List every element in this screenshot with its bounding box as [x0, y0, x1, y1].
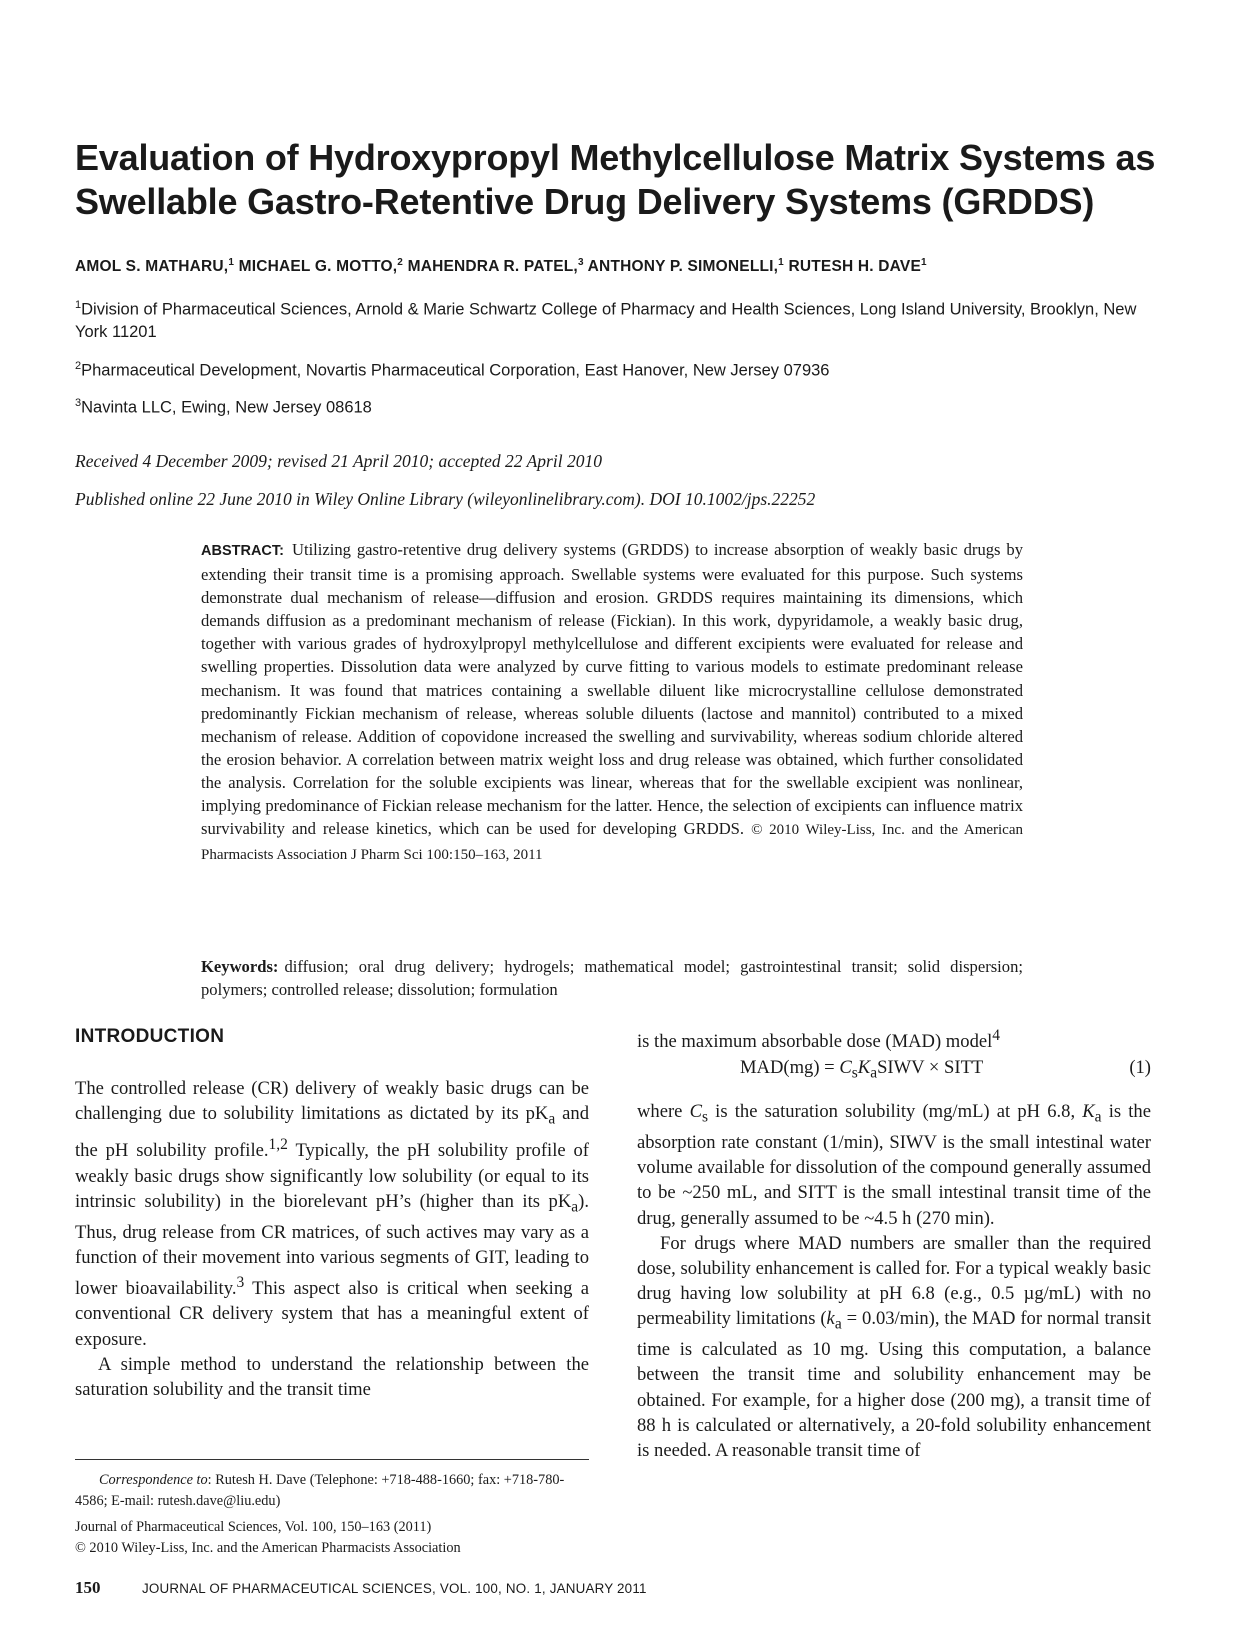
left-column: [75, 1076, 589, 1402]
correspondence-text: : Rutesh H. Dave (Telephone: +718-488-1660; fax: +718-780-4586; E-mail: rutesh.dave@liu.edu): [75, 1472, 565, 1509]
paragraph-text: The controlled release (CR) delivery of weakly basic drugs can be challenging due to solubility limitations as dictated by its pK: [75, 1078, 589, 1125]
author-affiliation-marker: 1: [921, 257, 927, 268]
equation-rhs: SIWV × SITT: [877, 1057, 984, 1078]
abstract: [201, 538, 1023, 867]
affiliation-marker: 2: [75, 360, 82, 372]
article-title-line-1: Evaluation of Hydroxypropyl Methylcellulose Matrix Systems as: [75, 137, 1156, 178]
affiliation-marker: 3: [75, 397, 82, 409]
equation-number: (1): [1129, 1057, 1151, 1078]
journal-citation: Journal of Pharmaceutical Sciences, Vol. 100, 150–163 (2011): [75, 1519, 432, 1535]
correspondence-label: Correspondence to: [99, 1472, 208, 1488]
paragraph-text: For drugs where MAD numbers are smaller than the required dose, solubility enhancement is called for. For a typical weakly basic drug having low solubility at pH 6.8 (e.g., 0.5 µg/mL) with no permeability limitations (: [637, 1232, 1151, 1330]
paragraph-text: Typically, the pH solubility profile of weakly basic drugs show significantly low solubility (or equal to its intrinsic solubility) in the biorelevant pH’s (higher than its pK: [75, 1140, 589, 1212]
footnote: [75, 1470, 589, 1559]
publication-info: Published online 22 June 2010 in Wiley Online Library (wileyonlinelibrary.com). DOI 10.1002/jps.22252: [75, 489, 816, 509]
subscript: s: [701, 1108, 709, 1126]
author-name: RUTESH H. DAVE: [788, 258, 922, 276]
author-name: MAHENDRA R. PATEL,: [407, 258, 578, 276]
received-dates: Received 4 December 2009; revised 21 April 2010; accepted 22 April 2010: [75, 451, 602, 471]
paragraph-text: ). Thus, drug release from CR matrices, of such actives may vary as a function of their movement into various segments of GIT, leading to lower bioavailability.: [75, 1190, 589, 1300]
equation-variable: C: [689, 1101, 702, 1122]
reference-marker: 1,2: [268, 1136, 288, 1154]
intro-paragraph-3: [637, 1099, 1151, 1231]
affiliation-text: Pharmaceutical Development, Novartis Pharmaceutical Corporation, East Hanover, New Jersey 07936: [81, 361, 830, 380]
paragraph-text: where: [637, 1101, 690, 1122]
subscript: a: [571, 1198, 579, 1216]
paragraph-text: is the maximum absorbable dose (MAD) model: [637, 1031, 993, 1053]
keywords-text: diffusion; oral drug delivery; hydrogels; mathematical model; gastrointestinal transit; solid dispersion; polymers; controlled release; dissolution; formulation: [201, 957, 1023, 1000]
equation-expression: [740, 1057, 983, 1083]
subscript: s: [851, 1064, 858, 1082]
abstract-label: ABSTRACT:: [201, 543, 284, 559]
affiliation-2: [75, 355, 1165, 382]
subscript: a: [548, 1110, 556, 1128]
affiliation-marker: 1: [75, 299, 82, 311]
author-name: AMOL S. MATHARU,: [75, 258, 229, 276]
footnote-divider: [75, 1459, 589, 1460]
equation-variable: K: [1082, 1101, 1095, 1122]
abstract-text: Utilizing gastro-retentive drug delivery systems (GRDDS) to increase absorption of weakly basic drugs by extending their transit time is a promising approach. Swellable systems were evaluated for this purpose. Such systems demonstrate dual mechanism of release—diffusion and erosion. GRDDS requires maintaining its dimensions, which demands diffusion as a predominant mechanism of release (Fickian). In this work, dypyridamole, a weakly basic drug, together with various grades of hydroxylpropyl methylcellulose and different excipients were evaluated for release and swelling properties. Dissolution data were analyzed by curve fitting to various models to estimate predominant release mechanism. It was found that matrices containing a swellable diluent like microcrystalline cellulose demonstrated predominantly Fickian mechanism of release, whereas soluble diluents (lactose and mannitol) contributed to a mixed mechanism of release. Addition of copovidone increased the swelling and survivability, whereas sodium chloride altered the erosion behavior. A correlation between matrix weight loss and drug release was obtained, which further consolidated the analysis. Correlation for the soluble excipients was linear, whereas that for the swellable excipient was nonlinear, implying predominance of Fickian release mechanism for the latter. Hence, the selection of excipients can influence matrix survivability and release kinetics, which can be used for developing GRDDS.: [201, 540, 1023, 839]
author-list: [75, 257, 1175, 276]
author-affiliation-marker: 1: [228, 257, 235, 268]
author-affiliation-marker: 2: [397, 257, 404, 268]
correspondence-note: [75, 1470, 589, 1512]
paragraph-text: This aspect also is critical when seeking a conventional CR delivery system that has a meaningful extent of exposure.: [75, 1278, 589, 1350]
keywords: [201, 955, 1023, 1001]
copyright-notice: © 2010 Wiley-Liss, Inc. and the American Pharmacists Association: [75, 1540, 461, 1556]
paragraph-text: is the saturation solubility (mg/mL) at pH 6.8,: [708, 1101, 1083, 1122]
intro-paragraph-1: [75, 1076, 589, 1352]
article-title-line-2: Swellable Gastro-Retentive Drug Delivery Systems (GRDDS): [75, 181, 1095, 222]
intro-paragraph-2: A simple method to understand the relationship between the saturation solubility and the transit time: [75, 1353, 589, 1401]
author-name: ANTHONY P. SIMONELLI,: [587, 258, 779, 276]
paragraph-text: is the absorption rate constant (1/min), SIWV is the small intestinal water volume available for dissolution of the compound generally assumed to be ~250 mL, and SITT is the small intestinal transit time of the drug, generally assumed to be ~4.5 h (270 min).: [637, 1101, 1151, 1229]
section-heading-introduction: INTRODUCTION: [75, 1026, 225, 1047]
right-column: [637, 1099, 1151, 1463]
equation-1: [637, 1057, 1151, 1083]
reference-marker: 4: [992, 1027, 1001, 1044]
equation-lhs: MAD(mg) =: [740, 1057, 840, 1078]
right-column-continuation: [637, 1023, 1151, 1054]
paragraph-text: = 0.03/min), the MAD for normal transit time is calculated as 10 mg. Using this computation, a balance between the transit time and solubility enhancement may be obtained. For example, for a higher dose (200 mg), a transit time of 88 h is calculated or alternatively, a 20-fold solubility enhancement is needed. A reasonable transit time of: [637, 1308, 1151, 1462]
equation-variable: K: [857, 1057, 871, 1078]
equation-variable: k: [826, 1308, 835, 1330]
page-number: 150: [75, 1578, 101, 1597]
affiliation-text: Division of Pharmaceutical Sciences, Arnold & Marie Schwartz College of Pharmacy and Health Sciences, Long Island University, Brooklyn, New York 11201: [75, 300, 1137, 341]
equation-variable: C: [839, 1057, 852, 1078]
paragraph-text: and the pH solubility profile.: [75, 1103, 589, 1162]
affiliation-1: [75, 294, 1165, 343]
affiliation-text: Navinta LLC, Ewing, New Jersey 08618: [81, 398, 372, 417]
running-footer: JOURNAL OF PHARMACEUTICAL SCIENCES, VOL. 100, NO. 1, JANUARY 2011: [142, 1581, 647, 1596]
subscript: a: [1094, 1108, 1102, 1126]
abstract-citation: © 2010 Wiley-Liss, Inc. and the American Pharmacists Association J Pharm Sci 100:150–163, 2011: [201, 822, 1024, 864]
author-affiliation-marker: 3: [577, 257, 584, 268]
subscript: a: [834, 1316, 842, 1334]
author-affiliation-marker: 1: [778, 257, 784, 268]
intro-paragraph-4: [637, 1231, 1151, 1464]
subscript: a: [870, 1064, 878, 1082]
article-title: [75, 136, 1175, 224]
affiliation-3: [75, 392, 1165, 419]
author-name: MICHAEL G. MOTTO,: [238, 258, 398, 276]
reference-marker: 3: [236, 1274, 245, 1292]
keywords-label: Keywords:: [201, 957, 279, 976]
